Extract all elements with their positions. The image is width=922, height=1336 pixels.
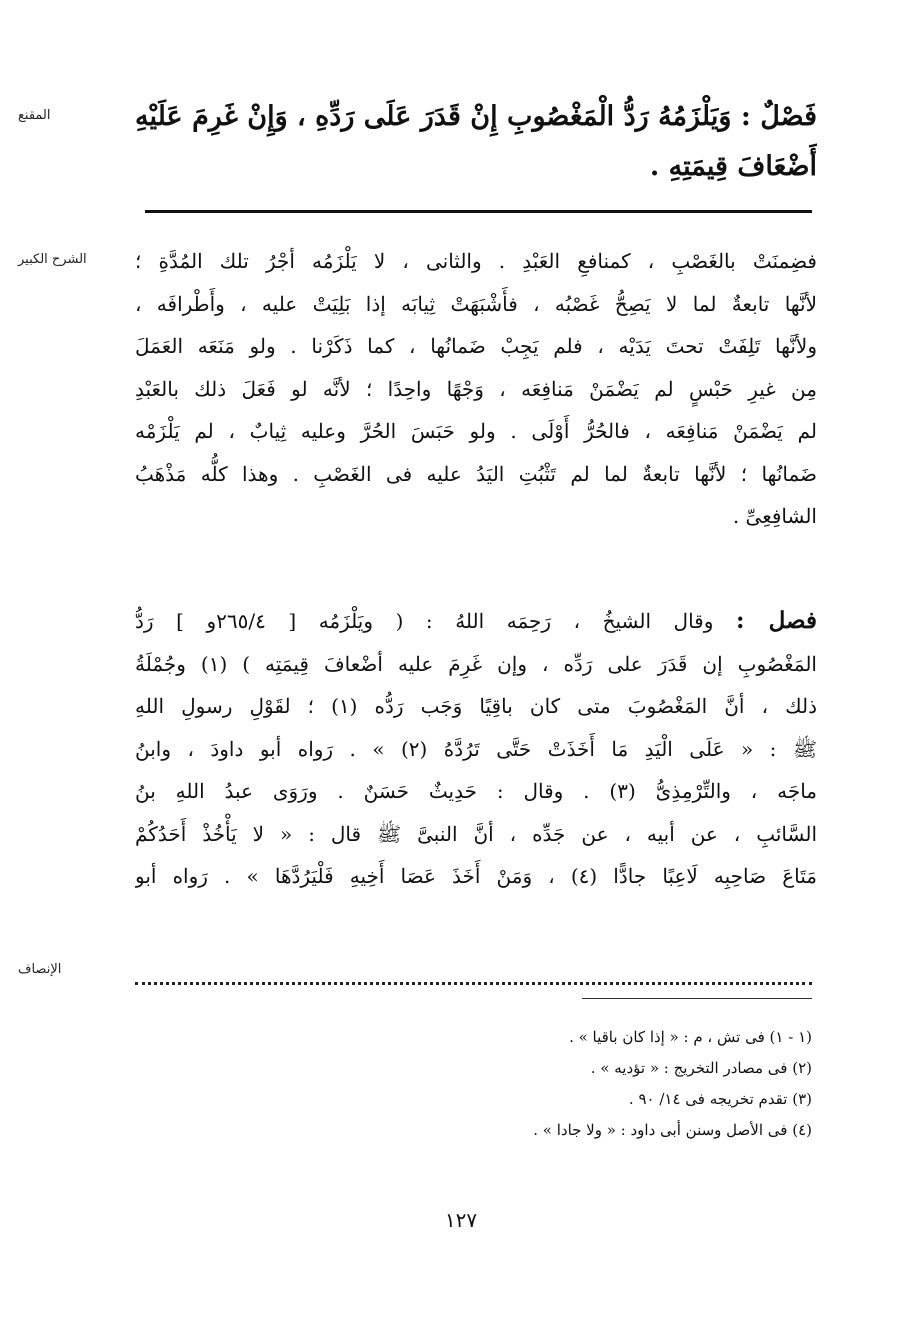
section-divider bbox=[145, 210, 812, 213]
sharh-line: لأنَّها تابعةٌ لما لا يَصِحُّ غَصْبُه ، فأَشْبَهَتْ ثِيابَه إذا بَلِيَتْ عليه ، وأَطْرافَه ، bbox=[135, 291, 817, 316]
footnote-item: (٢) فى مصادر التخريج : « تؤديه » . bbox=[590, 1059, 812, 1077]
sharh-fasl-line: المَغْصُوبِ إن قَدَرَ على رَدِّه ، وإن غَرِمَ عليه أضْعافَ قِيمَتِه ) (١) وجُمْلَةُ bbox=[135, 651, 817, 676]
insaf-dotted-line bbox=[135, 962, 812, 985]
sharh-fasl-line: مَتَاعَ صَاحِبِه لَاعِبًا جادًّا (٤) ، وَمَنْ أَخَذَ عَصَا أَخِيهِ فَلْيَرُدَّهَا » . رَواه أبو bbox=[135, 864, 817, 888]
sharh-fasl-line-1 bbox=[135, 600, 817, 643]
sharh-line: فضِمنَتْ بالغَصْبِ ، كمنافعِ العَبْدِ . والثانى ، لا يَلْزَمُه أجْرُ تلك المُدَّةِ ؛ bbox=[135, 249, 817, 273]
sharh-fasl-line: ذلك ، أنَّ المَغْصُوبَ متى كان باقِيًا وَجَب رَدُّه (١) ؛ لقَوْلِ رسولِ اللهِ bbox=[135, 694, 817, 718]
sharh-fasl-line: السَّائبِ ، عن أبيه ، عن جَدِّه ، أنَّ النبىَّ ﷺ قال : « لا يَأْخُذْ أَحَدُكُمْ bbox=[135, 821, 817, 846]
sharh-line: لم يَضْمَنْ مَنافِعَه ، فالحُرُّ أَوْلَى . ولو حَبَسَ الحُرَّ وعليه ثِيابٌ ، لم يَلْزَمْه bbox=[135, 419, 817, 443]
sharh-fasl-line: ﷺ : « عَلَى الْيَدِ مَا أَخَذَتْ حَتَّى تَرُدَّهُ (٢) » . رَواه أبو داودَ ، وابنُ bbox=[135, 736, 817, 761]
sharh-fasl-line: ماجَه ، والتِّرْمِذِىُّ (٣) . وقال : حَدِيثٌ حَسَنٌ . ورَوَى عبدُ اللهِ بنُ bbox=[135, 779, 817, 803]
muqni-lead: فَصْلٌ : bbox=[740, 101, 817, 132]
sharh-line: ولأنَّها تَلِفَتْ تحتَ يَدَيْه ، فلم يَجِبْ ضَمانُها ، كما ذَكَرْنا . ولو مَنَعَه العَمَلَ bbox=[135, 334, 817, 358]
sharh-line: ضَمانُها ؛ لأنَّها تابعةٌ لما لم تَثْبُتِ اليَدُ عليه فى الغَصْبِ . وهذا كلُّه مَذْهَبُ bbox=[135, 461, 817, 486]
muqni-text bbox=[135, 92, 817, 192]
sharh-fasl-lead: فصل : bbox=[735, 607, 817, 634]
sharh-line: الشافِعِىِّ . bbox=[732, 504, 817, 528]
footnote-item: (١ - ١) فى تش ، م : « إذا كان باقيا » . bbox=[569, 1028, 812, 1046]
side-label-muqni: المقنع bbox=[18, 108, 51, 123]
page-number: ١٢٧ bbox=[444, 1208, 478, 1232]
footnote-item: (٣) تقدم تخريجه فى ١٤/ ٩٠ . bbox=[628, 1090, 812, 1108]
footnote-rule bbox=[582, 998, 812, 999]
muqni-line-1 bbox=[135, 92, 817, 142]
muqni-line-1-text: وَيَلْزَمُهُ رَدُّ الْمَغْصُوبِ إِنْ قَدَرَ عَلَى رَدِّهِ ، وَإِنْ غَرِمَ عَلَيْهِ bbox=[135, 101, 732, 132]
side-label-sharh: الشرح الكبير bbox=[18, 252, 87, 267]
footnotes bbox=[533, 1022, 812, 1146]
sharh-fasl-text bbox=[135, 600, 817, 898]
sharh-line: مِن غيرِ حَبْسٍ لم يَضْمَنْ مَنافِعَه ، وَجْهًا واحِدًا ؛ لأنَّه لو فَعَلَ ذلك بالعَبْدِ bbox=[135, 376, 817, 401]
muqni-line-2: أَضْعَافَ قِيمَتِهِ . bbox=[649, 151, 817, 182]
side-label-insaf: الإنصاف bbox=[18, 962, 62, 977]
sharh-text bbox=[135, 240, 817, 538]
sharh-fasl-line-1-text: وقال الشيخُ ، رَحِمَه اللهُ : ( ويَلْزَمُه [ ٢٦٥/٤و ] رَدُّ bbox=[135, 609, 714, 633]
footnote-item: (٤) فى الأصل وسنن أبى داود : « ولا جادا » . bbox=[533, 1121, 812, 1139]
